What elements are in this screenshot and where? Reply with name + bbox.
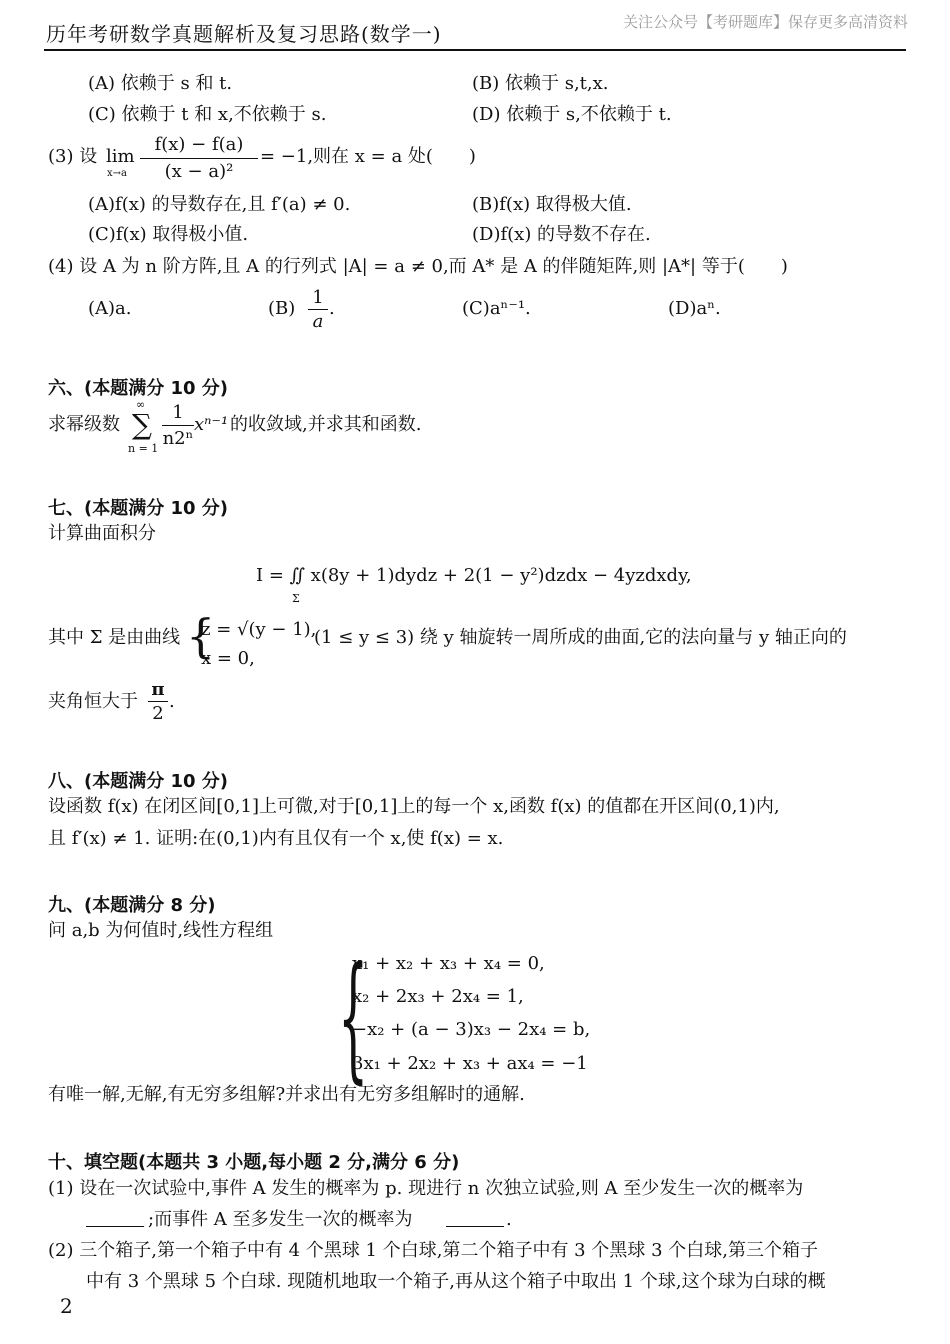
q3-option-a: (A)f(x) 的导数存在,且 f′(a) ≠ 0. bbox=[88, 194, 351, 215]
s6-sum-top: ∞ bbox=[136, 398, 146, 411]
s7-curve-line2: x = 0, bbox=[201, 648, 255, 669]
s10-q2-line2: 中有 3 个黑球 5 个白球. 现随机地取一个箱子,再从这个箱子中取出 1 个球,这个球为白球的概 bbox=[86, 1271, 826, 1292]
section-10-title: 十、填空题(本题共 3 小题,每小题 2 分,满分 6 分) bbox=[48, 1152, 460, 1173]
s9-eq1: x₁ + x₂ + x₃ + x₄ = 0, bbox=[352, 953, 545, 974]
s7-two: 2 bbox=[152, 703, 164, 724]
s7-intro: 计算曲面积分 bbox=[48, 523, 156, 544]
s10-q1-line1: (1) 设在一次试验中,事件 A 发生的概率为 p. 现进行 n 次独立试验,则 A 至少发生一次的概率为 bbox=[48, 1178, 804, 1199]
q4-stem: (4) 设 A 为 n 阶方阵,且 A 的行列式 |A| = a ≠ 0,而 A* 是 A 的伴随矩阵,则 |A*| 等于( ) bbox=[48, 256, 788, 277]
q3-prefix: (3) 设 bbox=[48, 146, 98, 167]
s9-outro: 有唯一解,无解,有无穷多组解?并求出有无穷多组解时的通解. bbox=[48, 1084, 525, 1105]
running-header-title: 历年考研数学真题解析及复习思路(数学一) bbox=[46, 22, 442, 46]
section-9-title: 九、(本题满分 8 分) bbox=[48, 895, 216, 916]
s7-integral-sub: Σ bbox=[292, 592, 300, 605]
q3-numerator: f(x) − f(a) bbox=[154, 134, 244, 155]
s7-frac-bar bbox=[148, 701, 168, 702]
s7-brace: { bbox=[186, 609, 216, 663]
s8-line2: 且 f′(x) ≠ 1. 证明:在(0,1)内有且仅有一个 x,使 f(x) = x. bbox=[48, 828, 504, 849]
s9-intro: 问 a,b 为何值时,线性方程组 bbox=[48, 920, 274, 941]
s7-curve-suffix: (1 ≤ y ≤ 3) 绕 y 轴旋转一周所成的曲面,它的法向量与 y 轴正向的 bbox=[314, 627, 847, 648]
s10-q1-blank2 bbox=[446, 1212, 504, 1231]
q4-option-b-den: a bbox=[312, 311, 324, 332]
s10-q1-mid: ;而事件 A 至多发生一次的概率为 bbox=[148, 1209, 413, 1230]
q3-fraction-bar bbox=[140, 158, 258, 159]
header-rule bbox=[44, 49, 906, 51]
s7-last-prefix: 夹角恒大于 bbox=[48, 691, 138, 712]
s6-frac-num: 1 bbox=[172, 402, 184, 423]
s7-curve-prefix: 其中 Σ 是由曲线 bbox=[48, 627, 181, 648]
q2-option-d: (D) 依赖于 s,不依赖于 t. bbox=[472, 104, 672, 125]
section-6-title: 六、(本题满分 10 分) bbox=[48, 378, 229, 399]
s10-q2-line1: (2) 三个箱子,第一个箱子中有 4 个黑球 1 个白球,第二个箱子中有 3 个黑球 3 个白球,第三个箱子 bbox=[48, 1240, 818, 1261]
q3-denominator: (x − a)² bbox=[164, 161, 234, 182]
s7-integral: I = ∬ x(8y + 1)dydz + 2(1 − y²)dzdx − 4yzdxdy, bbox=[256, 565, 692, 586]
s7-curve-line1: z = √(y − 1), bbox=[201, 619, 317, 640]
s6-frac-den: n2ⁿ bbox=[162, 428, 194, 449]
q3-option-c: (C)f(x) 取得极小值. bbox=[88, 224, 249, 245]
watermark-note: 关注公众号【考研题库】保存更多高清资料 bbox=[622, 13, 908, 31]
s9-eq4: 3x₁ + 2x₂ + x₃ + ax₄ = −1 bbox=[352, 1053, 588, 1074]
s7-pi: π bbox=[151, 679, 165, 700]
q3-lim-sub: x→a bbox=[107, 168, 127, 179]
q4-option-b-label: (B) bbox=[268, 298, 296, 319]
s8-line1: 设函数 f(x) 在闭区间[0,1]上可微,对于[0,1]上的每一个 x,函数 f(x) 的值都在开区间(0,1)内, bbox=[48, 796, 780, 817]
s6-frac-bar bbox=[162, 425, 194, 426]
q4-option-c: (C)aⁿ⁻¹. bbox=[462, 298, 531, 319]
page-number: 2 bbox=[60, 1294, 73, 1318]
section-8-title: 八、(本题满分 10 分) bbox=[48, 771, 229, 792]
s6-sum-bottom: n = 1 bbox=[128, 442, 159, 455]
s9-eq2: x₂ + 2x₃ + 2x₄ = 1, bbox=[352, 986, 524, 1007]
q4-option-b-num: 1 bbox=[312, 287, 324, 308]
section-7-title: 七、(本题满分 10 分) bbox=[48, 498, 229, 519]
q3-suffix: = −1,则在 x = a 处( ) bbox=[260, 146, 476, 167]
q4-option-b-bar bbox=[308, 309, 328, 310]
s6-sum-symbol: ∑ bbox=[132, 408, 152, 441]
q4-option-a: (A)a. bbox=[88, 298, 132, 319]
q3-option-d: (D)f(x) 的导数不存在. bbox=[472, 224, 651, 245]
q4-option-b-dot: . bbox=[329, 298, 335, 319]
q2-option-b: (B) 依赖于 s,t,x. bbox=[472, 73, 609, 94]
s9-brace: { bbox=[338, 939, 369, 1097]
q3-lim: lim bbox=[106, 146, 135, 167]
s6-prefix: 求幂级数 bbox=[48, 414, 120, 435]
s6-term: xⁿ⁻¹ bbox=[194, 414, 229, 435]
s6-suffix: 的收敛域,并求其和函数. bbox=[230, 414, 422, 435]
s10-q1-end: . bbox=[506, 1209, 512, 1230]
q2-option-c: (C) 依赖于 t 和 x,不依赖于 s. bbox=[88, 104, 327, 125]
q4-option-d: (D)aⁿ. bbox=[668, 298, 721, 319]
q2-option-a: (A) 依赖于 s 和 t. bbox=[88, 73, 233, 94]
s9-eq3: −x₂ + (a − 3)x₃ − 2x₄ = b, bbox=[352, 1019, 591, 1040]
s7-last-suffix: . bbox=[169, 691, 175, 712]
s10-q1-blank1 bbox=[86, 1212, 144, 1231]
q3-option-b: (B)f(x) 取得极大值. bbox=[472, 194, 632, 215]
